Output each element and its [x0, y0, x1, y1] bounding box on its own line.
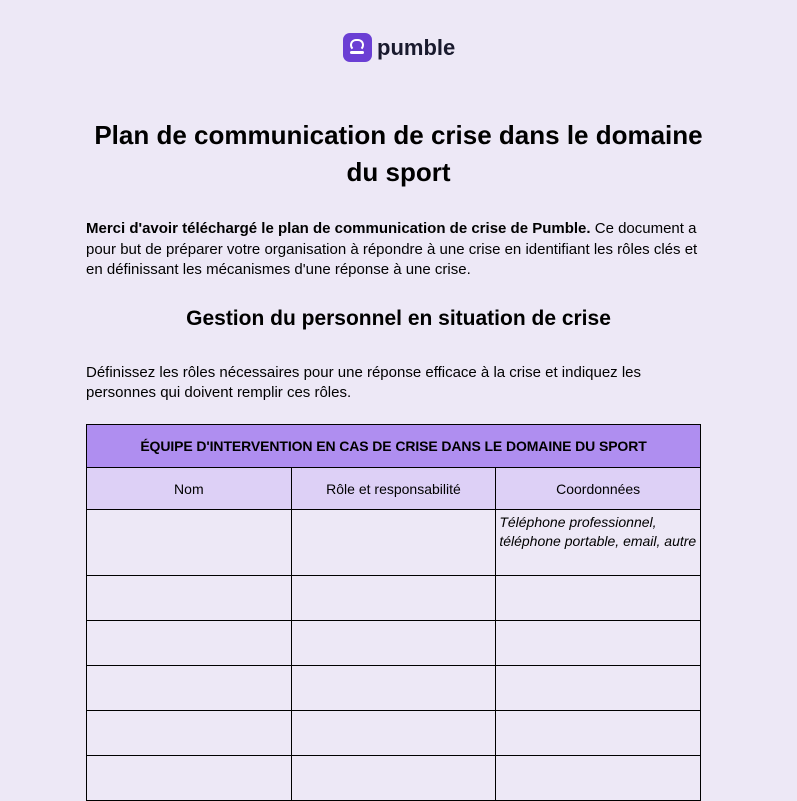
table-cell[interactable] [291, 756, 496, 801]
table-cell[interactable] [496, 711, 701, 756]
table-row [87, 510, 701, 576]
column-header-role: Rôle et responsabilité [291, 468, 496, 510]
section-title: Gestion du personnel en situation de crise [186, 307, 611, 330]
table-cell[interactable] [291, 666, 496, 711]
table-banner: ÉQUIPE D'INTERVENTION EN CAS DE CRISE DANS LE DOMAINE DU SPORT [87, 425, 701, 468]
intro-paragraph [86, 219, 718, 281]
table-cell[interactable] [496, 756, 701, 801]
table-cell[interactable] [496, 666, 701, 711]
table-cell[interactable] [291, 621, 496, 666]
pumble-logo [343, 33, 455, 62]
table-row [87, 576, 701, 621]
table-cell[interactable] [87, 666, 292, 711]
table-row [87, 756, 701, 801]
pumble-logo-icon [343, 33, 372, 62]
table-row [87, 666, 701, 711]
column-header-name: Nom [87, 468, 292, 510]
intro-bold: Merci d'avoir téléchargé le plan de communication de crise de Pumble. [86, 220, 591, 237]
table-cell[interactable] [496, 621, 701, 666]
table-cell[interactable] [87, 756, 292, 801]
table-cell[interactable] [87, 621, 292, 666]
logo-text: pumble [377, 34, 456, 60]
table-cell[interactable] [87, 576, 292, 621]
table-cell[interactable] [87, 711, 292, 756]
crisis-team-table [86, 424, 701, 801]
table-row [87, 711, 701, 756]
table-cell-contact-hint[interactable]: Téléphone professionnel, téléphone portable, email, autre [496, 510, 701, 576]
table-cell[interactable] [291, 711, 496, 756]
page-title: Plan de communication de crise dans le domaine du sport [94, 120, 703, 187]
table-cell[interactable] [496, 576, 701, 621]
column-header-contact: Coordonnées [496, 468, 701, 510]
intro-rest: Ce document a pour but de préparer votre organisation à répondre à une crise en identifiant les rôles clés et en définissant les mécanismes d'une réponse à une crise. [86, 220, 698, 278]
section-description: Définissez les rôles nécessaires pour une réponse efficace à la crise et indiquez les personnes qui doivent remplir ces rôles. [86, 364, 642, 401]
table-cell[interactable] [291, 576, 496, 621]
table-row [87, 621, 701, 666]
table-cell[interactable] [291, 510, 496, 576]
table-cell[interactable] [87, 510, 292, 576]
